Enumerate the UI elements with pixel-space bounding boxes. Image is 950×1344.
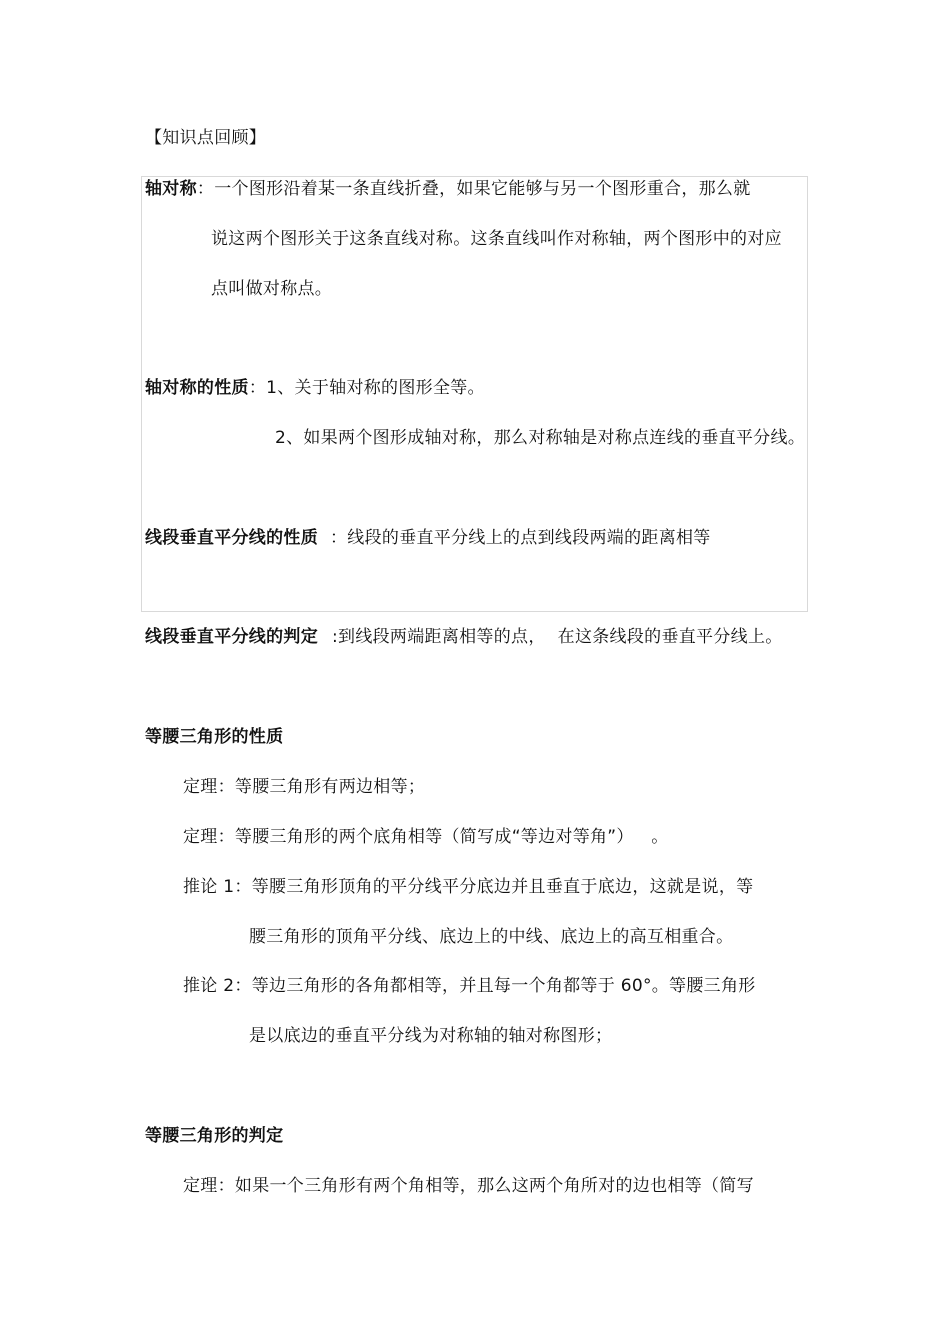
axial-symmetry-line-1: 一个图形沿着某一条直线折叠，如果它能够与另一个图形重合，那么就 — [214, 179, 751, 199]
axial-symmetry-line-3: 点叫做对称点。 — [211, 279, 333, 299]
bisector-property-term: 线段垂直平分线的性质 — [145, 528, 318, 548]
bisector-judgement-text-b: 在这条线段的垂直平分线上。 — [557, 627, 783, 647]
isosceles-theorem-2-end: 。 — [651, 827, 669, 847]
axial-symmetry-line-2: 说这两个图形关于这条直线对称。这条直线叫作对称轴，两个图形中的对应 — [211, 229, 782, 249]
isosceles-corollary-2-line-2: 是以底边的垂直平分线为对称轴的轴对称图形； — [249, 1026, 613, 1046]
axial-symmetry-term: 轴对称 — [145, 179, 197, 199]
axial-properties-item-1: 1、关于轴对称的图形全等。 — [266, 378, 485, 398]
isosceles-corollary-1-line-2: 腰三角形的顶角平分线、底边上的中线、底边上的高互相重合。 — [249, 927, 734, 947]
isosceles-judgement-theorem-1: 定理：如果一个三角形有两个角相等，那么这两个角所对的边也相等（简写 — [183, 1176, 754, 1196]
axial-symmetry-sep: ： — [196, 179, 215, 199]
isosceles-properties-heading: 等腰三角形的性质 — [145, 727, 284, 747]
isosceles-theorem-2: 定理：等腰三角形的两个底角相等（简写成“等边对等角”） — [183, 827, 626, 847]
isosceles-theorem-2-line — [183, 826, 669, 848]
bisector-judgement-text-a: :到线段两端距离相等的点， — [332, 627, 546, 647]
bisector-judgement-term: 线段垂直平分线的判定 — [145, 627, 318, 647]
axial-symmetry-properties-line-1 — [145, 377, 485, 399]
isosceles-corollary-1-line-1: 推论 1：等腰三角形顶角的平分线平分底边并且垂直于底边，这就是说，等 — [183, 877, 754, 897]
axial-properties-item-2: 2、如果两个图形成轴对称，那么对称轴是对称点连线的垂直平分线。 — [275, 428, 806, 448]
axial-properties-term: 轴对称的性质 — [145, 378, 249, 398]
isosceles-corollary-2-line-1: 推论 2：等边三角形的各角都相等，并且每一个角都等于 60°。等腰三角形 — [183, 976, 756, 996]
isosceles-judgement-heading: 等腰三角形的判定 — [145, 1126, 284, 1146]
bisector-judgement — [145, 626, 783, 648]
axial-properties-sep: ： — [248, 378, 267, 398]
isosceles-theorem-1: 定理：等腰三角形有两边相等； — [183, 777, 426, 797]
section-title: 【知识点回顾】 — [145, 128, 267, 148]
bisector-property — [145, 527, 711, 549]
bisector-property-text: ：线段的垂直平分线上的点到线段两端的距离相等 — [330, 528, 711, 548]
axial-symmetry-definition-line-1 — [145, 178, 751, 200]
